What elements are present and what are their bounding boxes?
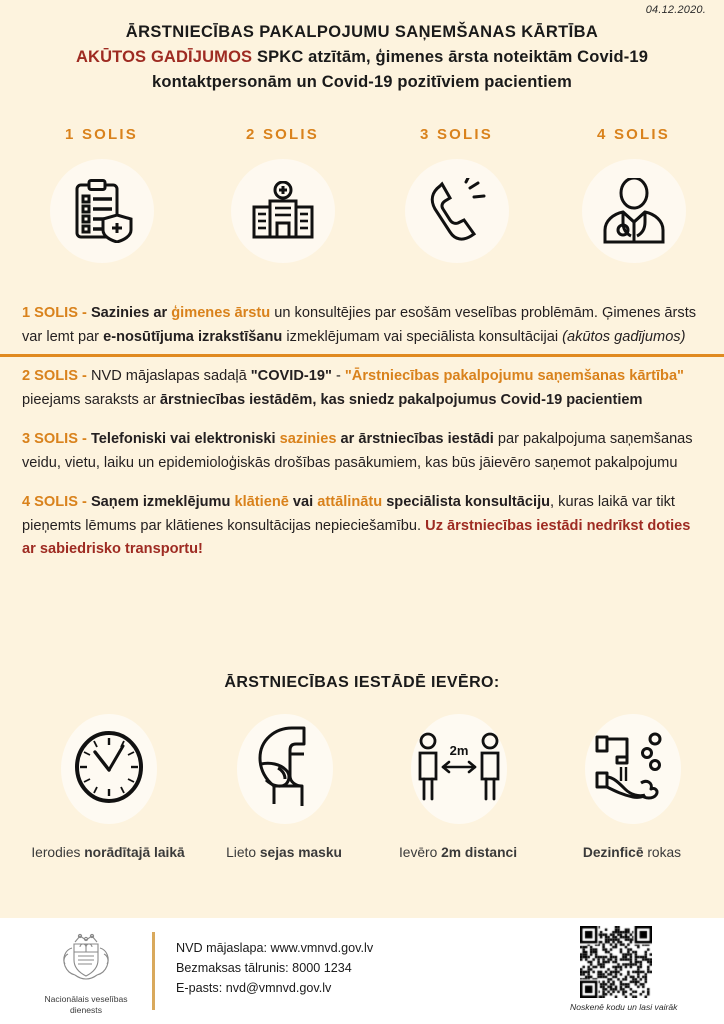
step-2-run-2: - bbox=[331, 368, 345, 384]
contact-info bbox=[176, 938, 373, 998]
step-1 bbox=[11, 126, 192, 143]
step-4-run-5: , kuras laikā var tikt pieņemts lēmums par klātienes konsultācijas nepieciešamību. bbox=[22, 494, 675, 534]
step-3-icon-circle bbox=[405, 159, 509, 263]
rule-4-icon-circle bbox=[585, 714, 681, 824]
rule-1-text bbox=[8, 842, 208, 864]
step-1-tag: 1 SOLIS - bbox=[22, 305, 91, 321]
qr-caption: Noskenē kodu un lasi vairāk bbox=[570, 1002, 678, 1012]
qr-block[interactable] bbox=[570, 926, 678, 1012]
logo-caption-line-2: dienests bbox=[69, 1005, 102, 1015]
step-4-run-6: Uz ārstniecības iestādi nedrīkst doties ar sabiedrisko transportu! bbox=[22, 517, 691, 557]
handwash-icon bbox=[593, 729, 673, 810]
step-2-run-4: pieejams saraksts ar bbox=[22, 391, 160, 408]
rule-3-text bbox=[358, 842, 558, 864]
step-1-run-5: (akūtos gadījumos) bbox=[562, 328, 686, 345]
step-1-run-3: e-nosūtījuma izrakstīšanu bbox=[103, 328, 283, 345]
nvd-logo-block bbox=[32, 930, 140, 1016]
distance-2m-icon bbox=[415, 727, 503, 812]
distance-label: 2m bbox=[449, 742, 468, 758]
rule-3-icon-circle bbox=[411, 714, 507, 824]
rule-1-pre: Ierodies bbox=[31, 845, 85, 860]
step-4-icon-circle bbox=[582, 159, 686, 263]
footer bbox=[0, 918, 724, 1024]
rule-1-bold: norādītajā laikā bbox=[84, 845, 185, 860]
logo-caption-line-1: Nacionālais veselības bbox=[44, 994, 128, 1004]
step-4-run-0: Saņem izmeklējumu bbox=[90, 494, 235, 510]
footer-divider bbox=[152, 932, 155, 1010]
title-highlight-akutos: AKŪTOS GADĪJUMOS bbox=[75, 48, 253, 66]
clock-icon bbox=[73, 730, 145, 809]
rules-row bbox=[0, 714, 724, 914]
step-1-run-1: ģimenes ārstu bbox=[171, 305, 271, 321]
step-3-run-3: ar ārstniecības iestādi bbox=[336, 431, 494, 447]
title-line-1: ĀRSTNIECĪBAS PAKALPOJUMU SAŅEMŠANAS KĀRTĪBA bbox=[125, 23, 599, 41]
rule-2-bold: sejas masku bbox=[259, 845, 342, 860]
steps-strip bbox=[0, 126, 724, 276]
step-1-paragraph bbox=[22, 302, 706, 349]
step-4-label: 4 SOLIS bbox=[597, 126, 670, 143]
contact-phone: Bezmaksas tālrunis: 8000 1234 bbox=[176, 961, 352, 975]
step-3 bbox=[366, 126, 547, 143]
step-2-run-1: "COVID-19" bbox=[250, 368, 332, 384]
rule-3-pre: Ievēro bbox=[398, 845, 442, 860]
title-line-2-rest: SPKC atzītām, ģimenes ārsta noteiktām Covid-19 bbox=[252, 48, 649, 66]
rule-4-bold: Dezinficē bbox=[582, 845, 644, 860]
clipboard-shield-icon bbox=[71, 179, 133, 243]
step-2 bbox=[192, 126, 373, 143]
step-1-icon-circle bbox=[50, 159, 154, 263]
rule-1-icon-circle bbox=[61, 714, 157, 824]
step-3-run-0: Telefoniski vai elektroniski bbox=[90, 431, 276, 447]
latvia-coat-of-arms-icon bbox=[59, 973, 113, 990]
step-2-icon-circle bbox=[231, 159, 335, 263]
title-line-3: kontaktpersonām un Covid-19 pozitīviem pacientiem bbox=[152, 73, 572, 91]
step-3-label: 3 SOLIS bbox=[420, 126, 493, 143]
face-mask-icon bbox=[248, 724, 322, 815]
rule-3-bold: 2m distanci bbox=[441, 845, 518, 860]
rule-2-icon-circle bbox=[237, 714, 333, 824]
contact-email: E-pasts: nvd@vmnvd.gov.lv bbox=[176, 981, 332, 995]
rule-4-text bbox=[532, 842, 724, 864]
step-4-run-1: klātienē bbox=[234, 494, 289, 510]
step-4 bbox=[543, 126, 724, 143]
step-3-run-2: sazinies bbox=[279, 431, 337, 447]
logo-caption bbox=[32, 994, 140, 1016]
step-4-run-3: attālinātu bbox=[317, 494, 383, 510]
step-3-run-4: par pakalpojuma saņemšanas veidu, vietu, laiku un epidemioloģiskās drošības pasākumiem, kas būs jāievēro saņemot pakalpojumu bbox=[22, 431, 693, 471]
step-2-paragraph bbox=[22, 365, 706, 412]
step-2-run-0: NVD mājaslapas sadaļā bbox=[90, 368, 251, 384]
step-2-run-3: "Ārstniecības pakalpojumu saņemšanas kārtība" bbox=[344, 368, 684, 384]
doctor-icon bbox=[601, 178, 667, 244]
step-4-paragraph bbox=[22, 491, 706, 562]
publication-date: 04.12.2020. bbox=[645, 4, 706, 16]
step-4-run-2: vai bbox=[288, 494, 318, 510]
phone-handset-icon bbox=[426, 178, 488, 244]
step-3-paragraph bbox=[22, 428, 706, 475]
step-4-run-4: speciālista konsultāciju bbox=[382, 494, 551, 510]
step-1-label: 1 SOLIS bbox=[65, 126, 138, 143]
step-2-label: 2 SOLIS bbox=[246, 126, 319, 143]
step-3-tag: 3 SOLIS - bbox=[22, 431, 91, 447]
step-1-run-4: izmeklējumam vai speciālista konsultācijai bbox=[282, 328, 563, 345]
page-title bbox=[34, 20, 690, 95]
rule-4-post: rokas bbox=[643, 845, 682, 860]
contact-website: NVD mājaslapa: www.vmnvd.gov.lv bbox=[176, 941, 374, 955]
hospital-icon bbox=[250, 181, 316, 241]
steps-description-list bbox=[22, 302, 706, 562]
rules-heading: ĀRSTNIECĪBAS IESTĀDĒ IEVĒRO: bbox=[224, 674, 500, 691]
rule-2-pre: Lieto bbox=[226, 845, 260, 860]
step-1-run-2: un konsultējies par esošām veselības problēmām. Ģimenes ārsts var lemt par bbox=[22, 305, 697, 345]
title-line-2 bbox=[34, 45, 690, 70]
step-1-run-0: Sazinies ar bbox=[90, 305, 172, 321]
step-2-tag: 2 SOLIS - bbox=[22, 368, 91, 384]
rule-2-text bbox=[184, 842, 384, 864]
qr-code-icon[interactable] bbox=[570, 926, 662, 998]
step-4-tag: 4 SOLIS - bbox=[22, 494, 91, 510]
step-2-run-5: ārstniecības iestādēm, kas sniedz pakalpojumus Covid-19 pacientiem bbox=[159, 391, 643, 408]
